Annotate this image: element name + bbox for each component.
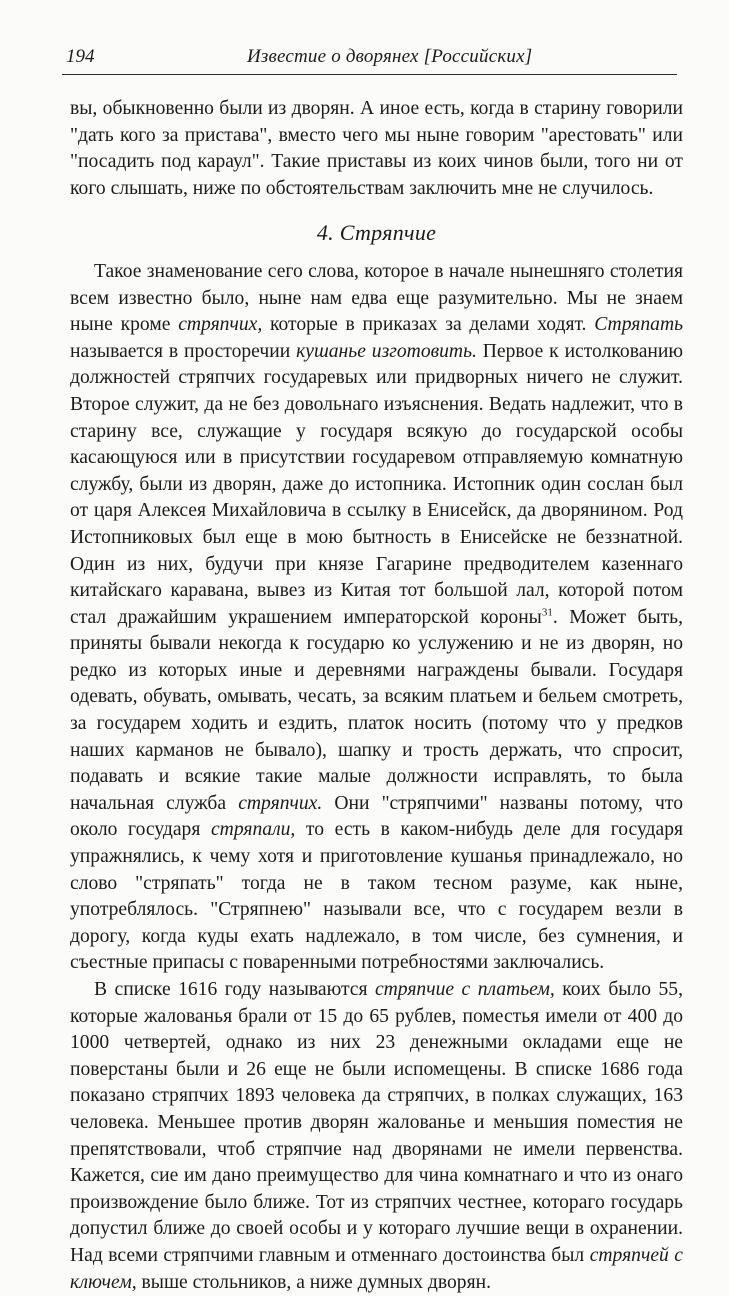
text-run: Они "стряпчими" названы потому, что около государя <box>70 792 683 841</box>
text-run: В списке 1616 году называются <box>94 979 375 1000</box>
page-number: 194 <box>66 46 95 67</box>
page-body <box>70 96 683 1296</box>
running-title: Известие о дворянех [Российских] <box>247 46 533 67</box>
italic-term: кушанье изготовить. <box>296 340 477 362</box>
italic-term: стряпчих, <box>178 314 263 336</box>
text-run: Такое знаменование сего слова, которое в начале нынешняго столетия всем известно было, ныне нам едва еще разумительно. Мы не знаем ныне кроме <box>70 260 683 336</box>
paragraph-continued: вы, обыкновенно были из дворян. А иное есть, когда в старину говорили "дать кого за пристава", вместо чего мы ныне говорим "арестовать" или "посадить под караул". Такие приставы из коих чинов были, того ни от кого слышать, ниже по обстоятельствам заключить мне не случилось. <box>70 98 683 199</box>
text-run: то есть в каком-нибудь деле для государя упражнялись, к чему хотя и приготовление кушанья принадлежало, но слово "стряпать" тогда не в таком тесном разуме, как ныне, употреблялось. "Стряпнею" называли все, что с государем везли в дорогу, когда куды ехать надлежало, в том числе, без сумнения, и съестные припасы с поваренными потребностями заключались. <box>70 819 684 974</box>
text-run: коих было 55, которые жалованья брали от 15 до 65 рублев, поместья имели от 400 до 1000 четвертей, однако из них 23 денежными окладами еще не поверстаны были и 26 еще не были испомещены. В списке 1686 года показано стряпчих 1893 человека да стряпчих, в полках служащих, 163 человека. Меньшее против дворян жалованье и меньшия поместия не препятствовали, чтоб стряпчие над дворянами не имели первенства. Кажется, сие им дано преимущество для чина комнатнаго и что из онаго произвождение было ближе. Тот из стряпчих честнее, котораго государь допустил ближе до своей особы и у котораго лучшие вещи в охранении. Над всеми стряпчими главным и отменнаго достоинства был <box>70 979 684 1266</box>
italic-term: стряпчие с платьем, <box>374 979 555 1000</box>
italic-term: стряпчих. <box>238 792 323 814</box>
text-run: выше стольников, а ниже думных дворян. <box>136 1271 491 1293</box>
text-run: называется в просторечии <box>70 340 297 362</box>
italic-term: стряпали, <box>210 819 296 841</box>
running-header <box>62 40 677 75</box>
italic-term: стряпчей с ключем, <box>70 1244 683 1293</box>
paragraph <box>70 977 683 1296</box>
text-run: которые в приказах за делами ходят. <box>262 314 595 336</box>
text-run: . Может быть, приняты бывали некогда к государю ко услужению и не из дворян, но редко из которых иные и деревнями награждены бывали. Государя одевать, обувать, омывать, чесать, за всяким платьем и бельем смотреть, за государем ходить и ездить, платок носить (потому что у предков наших карманов не бывало), шапку и трость держать, что спросит, подавать и всякие такие малые должности исправлять, то была начальная служба <box>70 606 684 814</box>
italic-term: Стряпать <box>594 314 684 336</box>
paragraph <box>70 259 683 977</box>
text-run: Первое к истолкованию должностей стряпчих государевых или придворных ничего не служит. Второе служит, да не без довольнаго изъяснения. Ведать надлежит, что в старину все, служащие у государя всякую до государской особы касающуюся или в присутствии государевом отправляемую комнатную службу, были из дворян, даже до истопника. Истопник один сослан был от царя Алексея Михайловича в ссылку в Енисейск, да дворянином. Род Истопниковых был еще в мою бытность в Енисейске не беззнатной. Один из них, будучи при князе Гагарине предводителем казеннаго китайскаго каравана, вывез из Китая тот большой лал, которой потом стал дражайшим украшением императорской короны <box>70 340 683 628</box>
section-title: 4. Стряпчие <box>316 220 437 246</box>
footnote-ref: 31 <box>541 606 553 619</box>
